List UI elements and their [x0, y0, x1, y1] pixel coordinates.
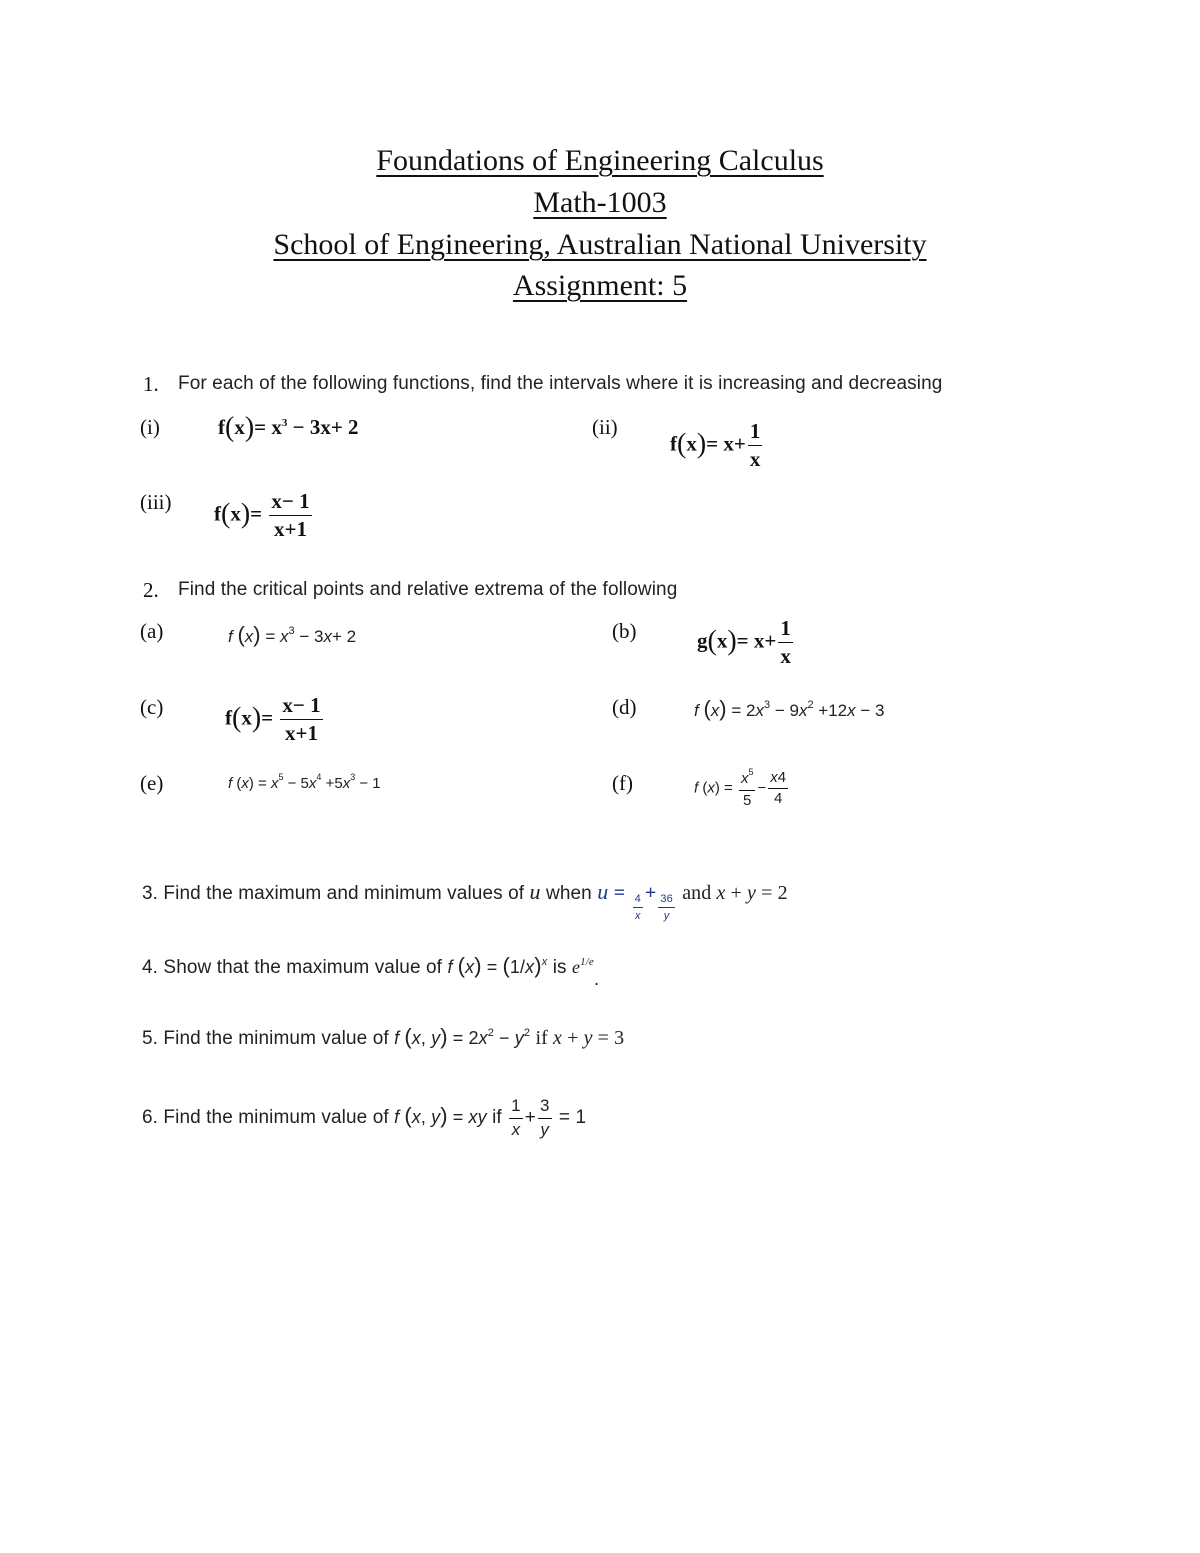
q2-formula-a: f $(x) = x^3 - 3x+ 2$ — [228, 622, 357, 647]
q1-text: For each of the following functions, find the intervals where it is increasing and decreasing — [178, 373, 943, 394]
q2-formula-c: f(x)= $\frac{x- 1}{x+1}$ — [225, 693, 321, 746]
q2-number: 2. — [143, 578, 159, 602]
q4-text: 4. Show that the maximum value of f $(x) = (1/x)^x$ is $e^{1/e}$. — [142, 953, 600, 990]
course-code: Math-1003 — [533, 186, 667, 219]
q1-number: 1. — [143, 372, 159, 396]
q2-label-c: (c) — [140, 695, 164, 719]
q5-text: 5. Find the minimum value of f (x, $y) = 2x^2 - y^2$ if x + y = 3 — [142, 1024, 625, 1049]
q1-label-ii: (ii) — [592, 415, 618, 439]
q2-text: Find the critical points and relative extrema of the following — [178, 579, 678, 600]
q2-formula-d: f $(x) = 2x^3 - 9x^2 +12x - 3$ — [694, 696, 885, 721]
q2-label-f: (f) — [612, 771, 633, 795]
q2-label-a: (a) — [140, 619, 164, 643]
q2-formula-e: f $(x) = x^5 - 5x^4 +5x^3 - 1$ — [228, 772, 381, 792]
q2-label-b: (b) — [612, 619, 637, 643]
q1-formula-iii: f(x)= $\frac{x- 1}{x+1}$ — [214, 489, 310, 542]
course-title: Foundations of Engineering Calculus — [376, 144, 824, 177]
q1-formula-i: $f(x)= x^3 - 3x+ 2$ — [218, 412, 359, 443]
q1-label-i: (i) — [140, 415, 160, 439]
q2-label-d: (d) — [612, 695, 637, 719]
q3-text: 3. Find the maximum and minimum values of u when u = $\frac{4}{x}$ + $\frac{36}{y}$ and x + y = 2 — [142, 879, 788, 923]
q2-label-e: (e) — [140, 771, 164, 795]
q1-label-iii: (iii) — [140, 490, 172, 514]
q2-formula-b: g(x)= x+ $\frac{1}{x}$ — [697, 616, 791, 669]
q2-formula-f: f (x) = $\frac{x^5}{5}$ − $\frac{x4}{4}$ — [694, 767, 787, 809]
q6-text: 6. Find the minimum value of f (x, y) = xy if $\frac{1}{x}$ + $\frac{3}{y}$ = 1 — [142, 1096, 587, 1139]
school-name: School of Engineering, Australian National University — [273, 228, 927, 261]
q1-formula-ii: f(x)= x+ $\frac{1}{x}$ — [670, 419, 761, 472]
assignment-number: Assignment: 5 — [512, 269, 688, 302]
